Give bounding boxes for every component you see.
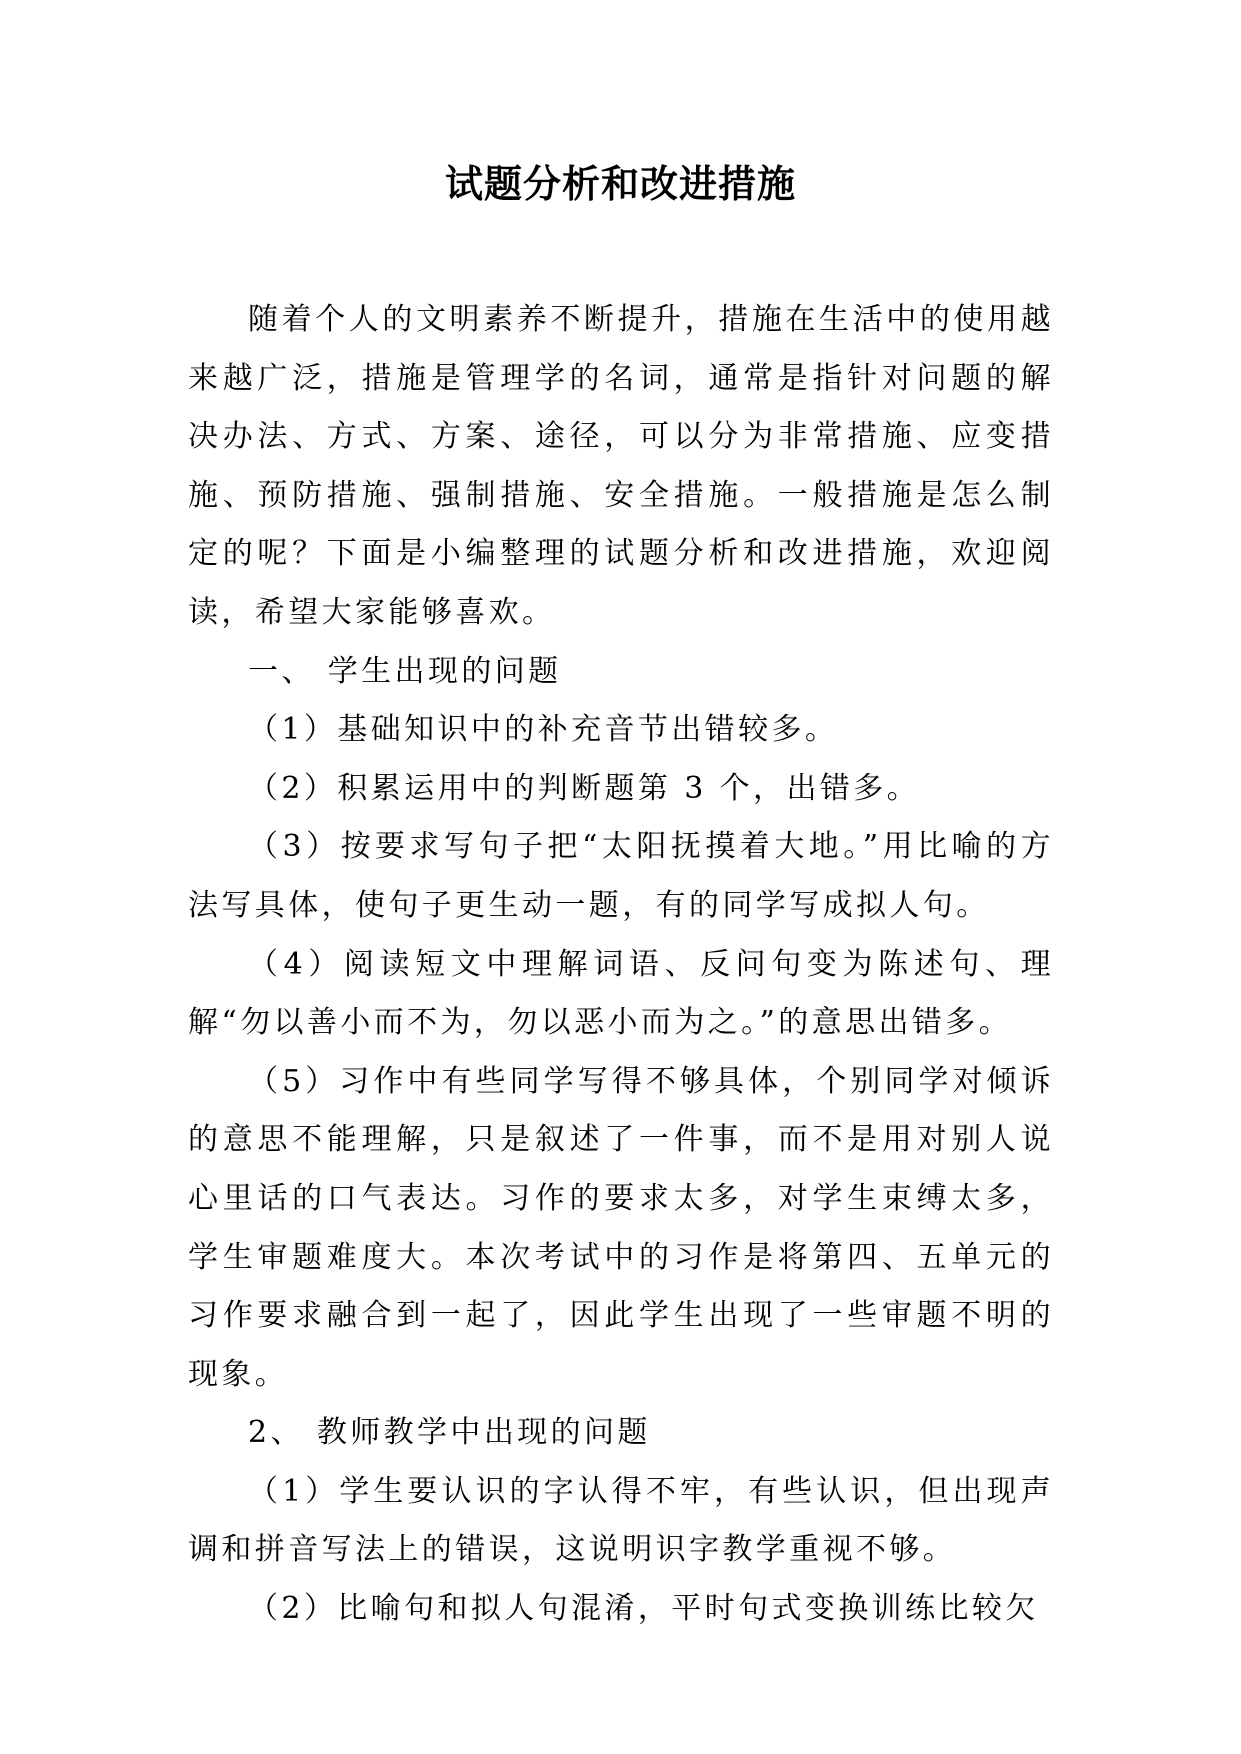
list-item: （2）积累运用中的判断题第 3 个，出错多。 (248, 770, 921, 806)
list-item: （1）基础知识中的补充音节出错较多。 (248, 712, 839, 748)
list-item: （1）学生要认识的字认得不牢，有些认识，但出现声调和拼音写法上的错误，这说明识字教学重视不够。 (188, 1473, 1054, 1568)
list-item: （5）习作中有些同学写得不够具体，个别同学对倾诉的意思不能理解，只是叙述了一件事，而不是用对别人说心里话的口气表达。习作的要求太多，对学生束缚太多，学生审题难度大。本次考试中的习作是将第四、五单元的习作要求融合到一起了，因此学生出现了一些审题不明的现象。 (188, 1063, 1054, 1392)
document-body (188, 291, 1054, 1639)
section-heading-student-problems: 一、 学生出现的问题 (248, 653, 562, 689)
list-item: （3）按要求写句子把“太阳抚摸着大地。”用比喻的方法写具体，使句子更生动一题，有的同学写成拟人句。 (188, 829, 1054, 923)
section-heading-teacher-problems: 2、 教师教学中出现的问题 (248, 1415, 651, 1451)
intro-paragraph: 随着个人的文明素养不断提升，措施在生活中的使用越来越广泛，措施是管理学的名词，通常是指针对问题的解决办法、方式、方案、途径，可以分为非常措施、应变措施、预防措施、强制措施、安全措施。一般措施是怎么制定的呢？下面是小编整理的试题分析和改进措施，欢迎阅读，希望大家能够喜欢。 (188, 302, 1054, 630)
list-item: （2）比喻句和拟人句混淆，平时句式变换训练比较欠 (248, 1591, 1039, 1627)
document-title: 试题分析和改进措施 (444, 161, 796, 206)
list-item: （4）阅读短文中理解词语、反问句变为陈述句、理解“勿以善小而不为，勿以恶小而为之。”的意思出错多。 (188, 946, 1054, 1041)
